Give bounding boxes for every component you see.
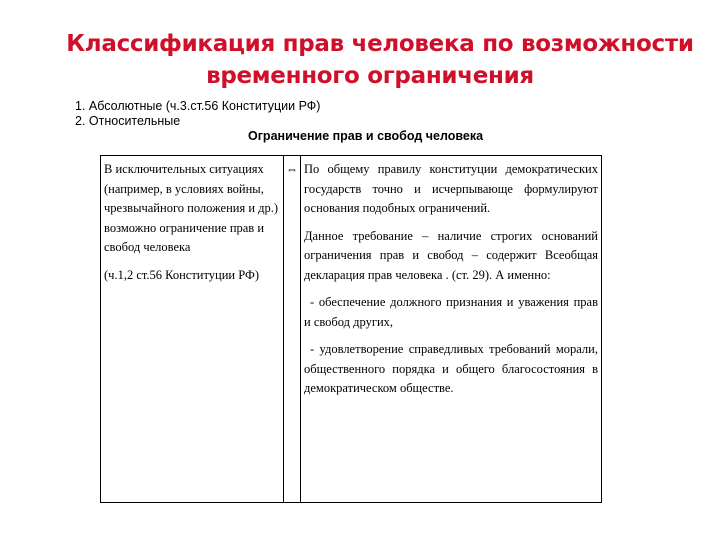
right-paragraph: Данное требование – наличие строгих оснований ограничения прав и свобод – содержит Всеобщая декларация прав человека . (ст. 29). А именно: <box>304 228 598 282</box>
double-arrow-icon: ⇔ <box>286 162 298 176</box>
list-item-relative: 2. Относительные <box>75 114 181 128</box>
slide-title-line-1: Классификация прав человека по возможности <box>66 31 694 57</box>
right-cell <box>304 160 598 407</box>
table-heading: Ограничение прав и свобод человека <box>248 129 484 143</box>
right-paragraph: По общему правилу конституции демократических государств точно и исчерпывающе формулируют основания подобных ограничений. <box>304 162 598 215</box>
slide-title-line-2: временного ограничения <box>206 63 534 89</box>
left-cell-text: В исключительных ситуациях (например, в условиях войны, чрезвычайного положения и др.) возможно ограничение прав и свобод человека <box>104 162 279 254</box>
left-cell-reference: (ч.1,2 ст.56 Конституции РФ) <box>104 267 260 282</box>
right-bullet: - удовлетворение справедливых требований морали, общественного порядка и общего благосостояния в демократическом обществе. <box>304 342 598 395</box>
restriction-table <box>100 155 602 503</box>
column-divider <box>283 156 284 502</box>
list-item-absolute: 1. Абсолютные (ч.3.ст.56 Конституции РФ) <box>75 99 321 113</box>
right-bullet: - обеспечение должного признания и уважения прав и свобод других, <box>304 295 598 329</box>
column-divider <box>300 156 301 502</box>
left-cell <box>104 160 280 285</box>
